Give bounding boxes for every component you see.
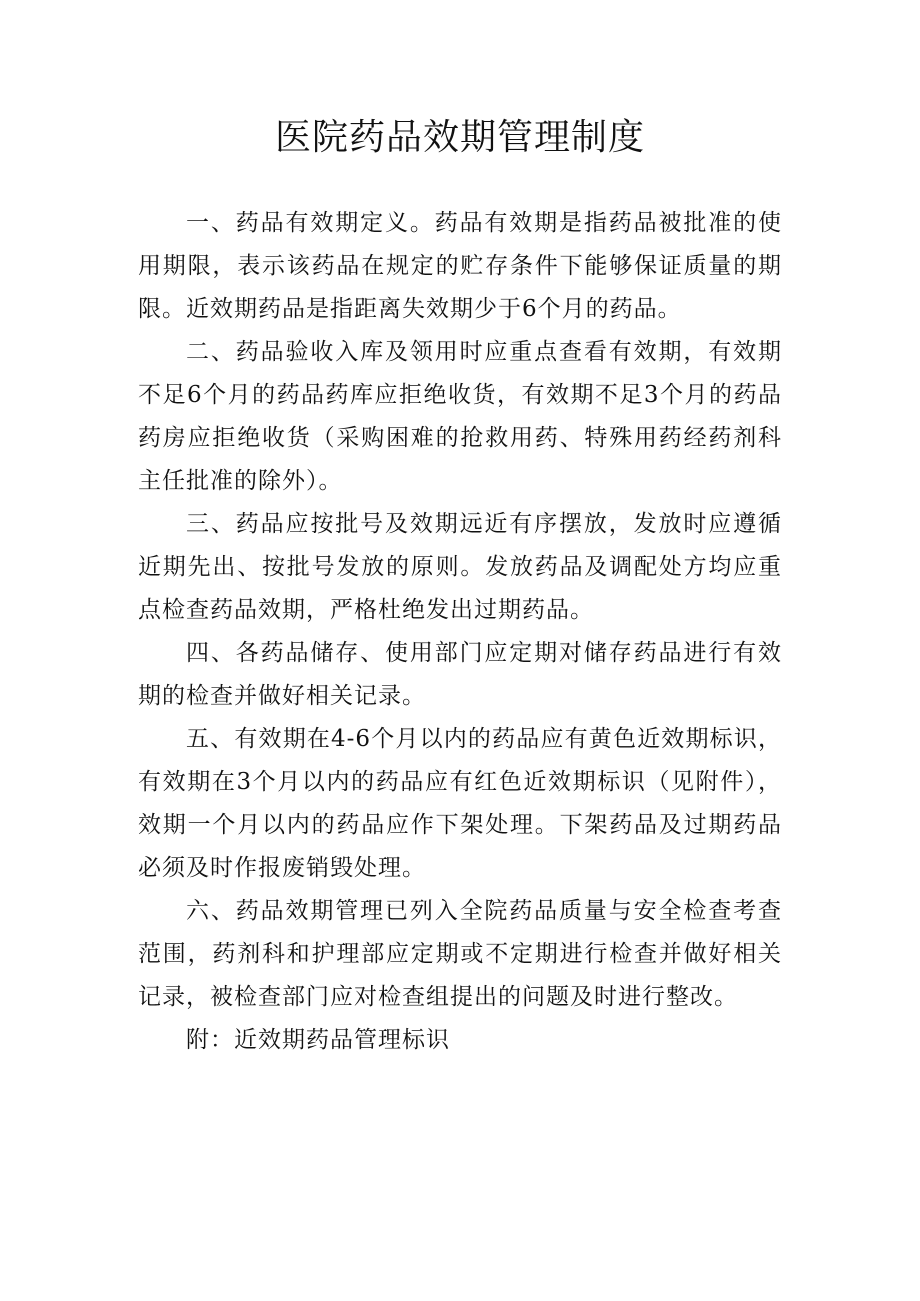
document-title: 医院药品效期管理制度 <box>274 117 645 158</box>
document-body <box>138 202 782 1062</box>
paragraph-5: 五、有效期在4-6个月以内的药品应有黄色近效期标识，有效期在3个月以内的药品应有红色近效期标识（见附件），效期一个月以内的药品应作下架处理。下架药品及过期药品必须及时作报废销毁处理。 <box>138 726 782 881</box>
paragraph-1: 一、药品有效期定义。药品有效期是指药品被批准的使用期限，表示该药品在规定的贮存条件下能够保证质量的期限。近效期药品是指距离失效期少于6个月的药品。 <box>138 210 782 322</box>
attachment-note: 附：近效期药品管理标识 <box>186 1027 450 1053</box>
paragraph-6: 六、药品效期管理已列入全院药品质量与安全检查考查范围，药剂科和护理部应定期或不定期进行检查并做好相关记录，被检查部门应对检查组提出的问题及时进行整改。 <box>138 898 782 1010</box>
paragraph-4: 四、各药品储存、使用部门应定期对储存药品进行有效期的检查并做好相关记录。 <box>138 640 782 709</box>
paragraph-2: 二、药品验收入库及领用时应重点查看有效期，有效期不足6个月的药品药库应拒绝收货，有效期不足3个月的药品药房应拒绝收货（采购困难的抢救用药、特殊用药经药剂科主任批准的除外）。 <box>138 339 782 494</box>
paragraph-3: 三、药品应按批号及效期远近有序摆放，发放时应遵循近期先出、按批号发放的原则。发放药品及调配处方均应重点检查药品效期，严格杜绝发出过期药品。 <box>138 511 782 623</box>
